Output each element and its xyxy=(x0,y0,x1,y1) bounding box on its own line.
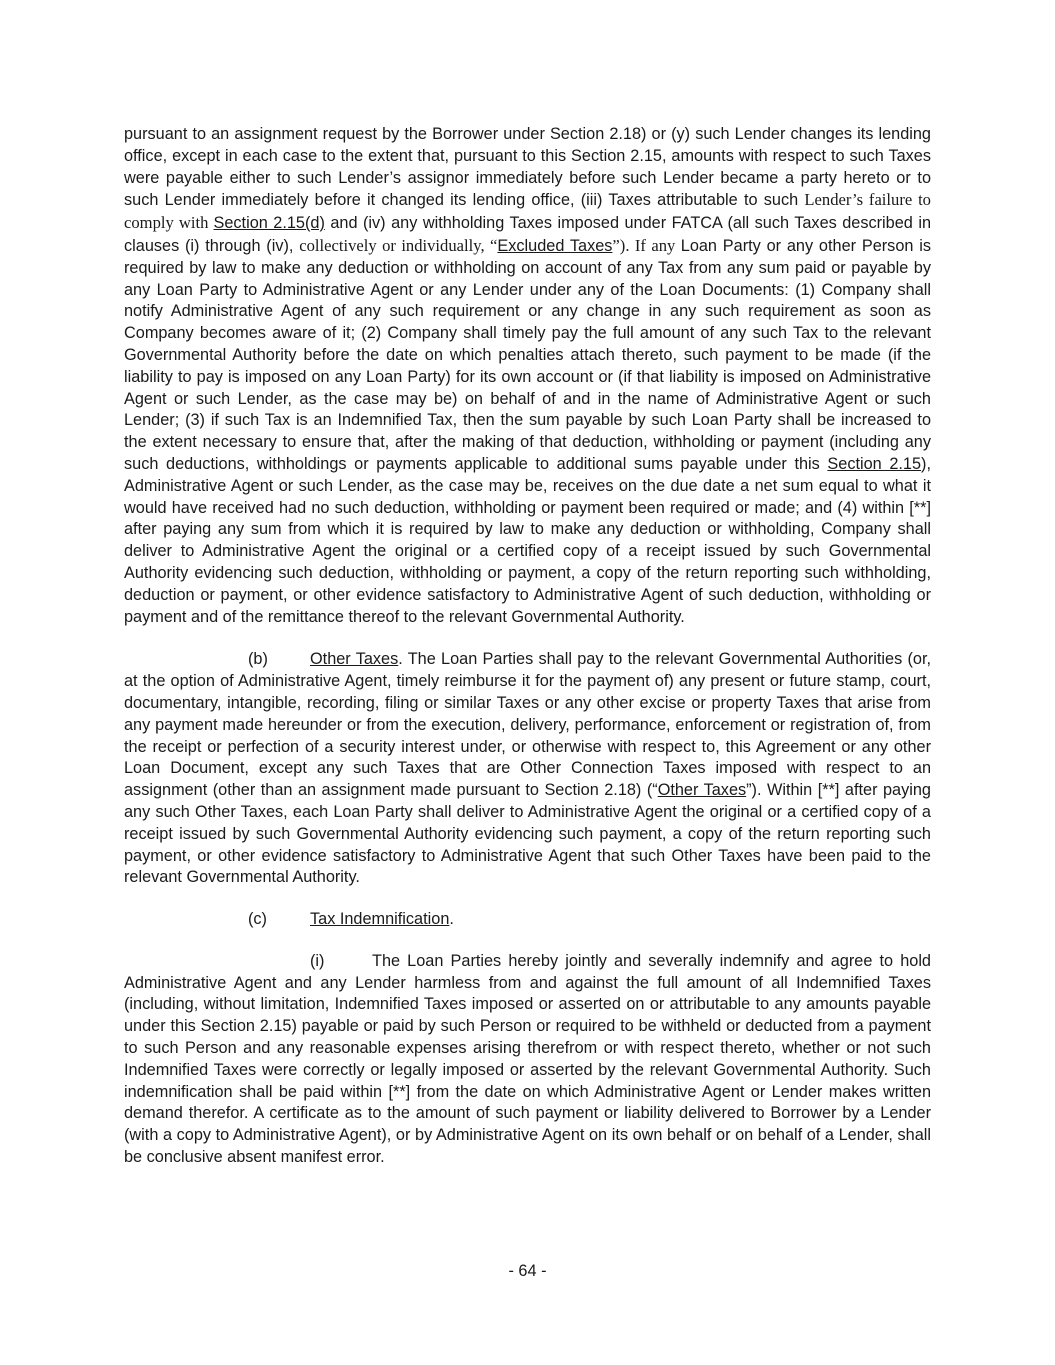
page-number: - 64 - xyxy=(508,1262,547,1280)
section-2-15-d-reference: Section 2.15(d) xyxy=(213,214,325,233)
paragraph-b-text-1: . The Loan Parties shall pay to the relevant Governmental Authorities (or, at the option of Administrative Agent, timely reimburse it for the payment of) any present or future stamp, court, documentary, intangible, recording, filing or similar Taxes or any other excise or property Taxes that arise from any payment made hereunder or from the execution, delivery, performance, enforcement or registration of, from the receipt or perfection of a security interest under, or otherwise with respect to, this Agreement or any other Loan Document, except any such Taxes that are Other Connection Taxes imposed with respect to an assignment (other than an assignment made pursuant to Section 2.18) (“ xyxy=(124,650,932,800)
paragraph-a-text-7: ), Administrative Agent or such Lender, as the case may be, receives on the due date a net sum equal to what it would have received had no such deduction, withholding or payment been required or made; and (4) within [**] after paying any sum from which it is required by law to make any deduction or withholding, Company shall deliver to Administrative Agent the original or a certified copy of a receipt issued by such Governmental Authority evidencing such deduction, withholding or payment, a copy of the return reporting such withholding, deduction or payment, or other evidence satisfactory to Administrative Agent of such deduction, withholding or payment and of the remittance thereof to the relevant Governmental Authority. xyxy=(124,454,931,626)
paragraph-c-period: . xyxy=(449,910,454,929)
paragraph-c-i-label: (i) xyxy=(310,951,325,970)
paragraph-a-text-4: collectively or individually, “ xyxy=(299,235,498,255)
paragraph-a-text-2: Lender’s failure to comply with xyxy=(124,190,931,233)
paragraph-a-continuation xyxy=(124,124,931,628)
paragraph-a-text-5: ”). If any xyxy=(612,235,681,255)
other-taxes-defined-term: Other Taxes xyxy=(657,781,747,800)
paragraph-a-text-6: Loan Party or any other Person is required by law to make any deduction or withholding on account of any Tax from any sum paid or payable by any Loan Party to Administrative Agent or any Lender under any of the Loan Documents: (1) Company shall notify Administrative Agent of any such requirement or any change in any such requirement as soon as Company becomes aware of it; (2) Company shall timely pay the full amount of any such Tax to the relevant Governmental Authority before the date on which penalties attach thereto, such payment to be made (if the liability to pay is imposed on any Loan Party) for its own account or (if that liability is imposed on Administrative Agent or such Lender, as the case may be) on behalf of and in the name of Administrative Agent or such Lender; (3) if such Tax is an Indemnified Tax, then the sum payable by such Loan Party shall be increased to the extent necessary to ensure that, after the making of that deduction, withholding or payment (including any such deductions, withholdings or payments applicable to additional sums payable under this xyxy=(124,236,931,473)
excluded-taxes-defined-term: Excluded Taxes xyxy=(497,236,613,255)
paragraph-c-i xyxy=(124,951,931,1169)
paragraph-b-other-taxes xyxy=(124,649,931,889)
paragraph-b-label: (b) xyxy=(248,650,268,669)
paragraph-c-heading: Tax Indemnification xyxy=(310,910,450,929)
paragraph-a-text-1: pursuant to an assignment request by the Borrower under Section 2.18) or (y) such Lender changes its lending office, except in each case to the extent that, pursuant to this Section 2.15, amounts with respect to such Taxes were payable either to such Lender’s assignor immediately before such Lender became a party hereto or to such Lender immediately before it changed its lending office, (iii) Taxes attributable to such xyxy=(124,125,931,210)
paragraph-b-heading: Other Taxes xyxy=(310,650,399,669)
document-page xyxy=(124,124,931,1169)
section-2-15-reference: Section 2.15 xyxy=(827,454,922,473)
paragraph-c-i-text: The Loan Parties hereby jointly and severally indemnify and agree to hold Administrative Agent and any Lender harmless from and against the full amount of all Indemnified Taxes (including, without limitation, Indemnified Taxes imposed or asserted on or attributable to any amounts payable under this Section 2.15) payable or paid by such Person or required to be withheld or deducted from a payment to such Person and any reasonable expenses arising therefrom or with respect thereto, whether or not such Indemnified Taxes were correctly or legally imposed or asserted by the relevant Governmental Authority. Such indemnification shall be paid within [**] from the date on which Administrative Agent or Lender makes written demand therefor. A certificate as to the amount of such payment or liability delivered to Borrower by a Lender (with a copy to Administrative Agent), or by Administrative Agent on its own behalf or on behalf of a Lender, shall be conclusive absent manifest error. xyxy=(124,951,931,1167)
paragraph-c-tax-indemnification xyxy=(124,909,931,931)
paragraph-b-text-2: ”). Within [**] after paying any such Other Taxes, each Loan Party shall deliver to Administrative Agent the original or a certified copy of a receipt issued by such Governmental Authority evidencing such payment, a copy of the return reporting such payment, or other evidence satisfactory to Administrative Agent that such Other Taxes have been paid to the relevant Governmental Authority. xyxy=(124,781,931,887)
paragraph-a-text-3: and (iv) any withholding Taxes imposed under FATCA (all such Taxes described in clauses (i) through (iv), xyxy=(124,214,931,255)
paragraph-c-label: (c) xyxy=(248,910,267,929)
